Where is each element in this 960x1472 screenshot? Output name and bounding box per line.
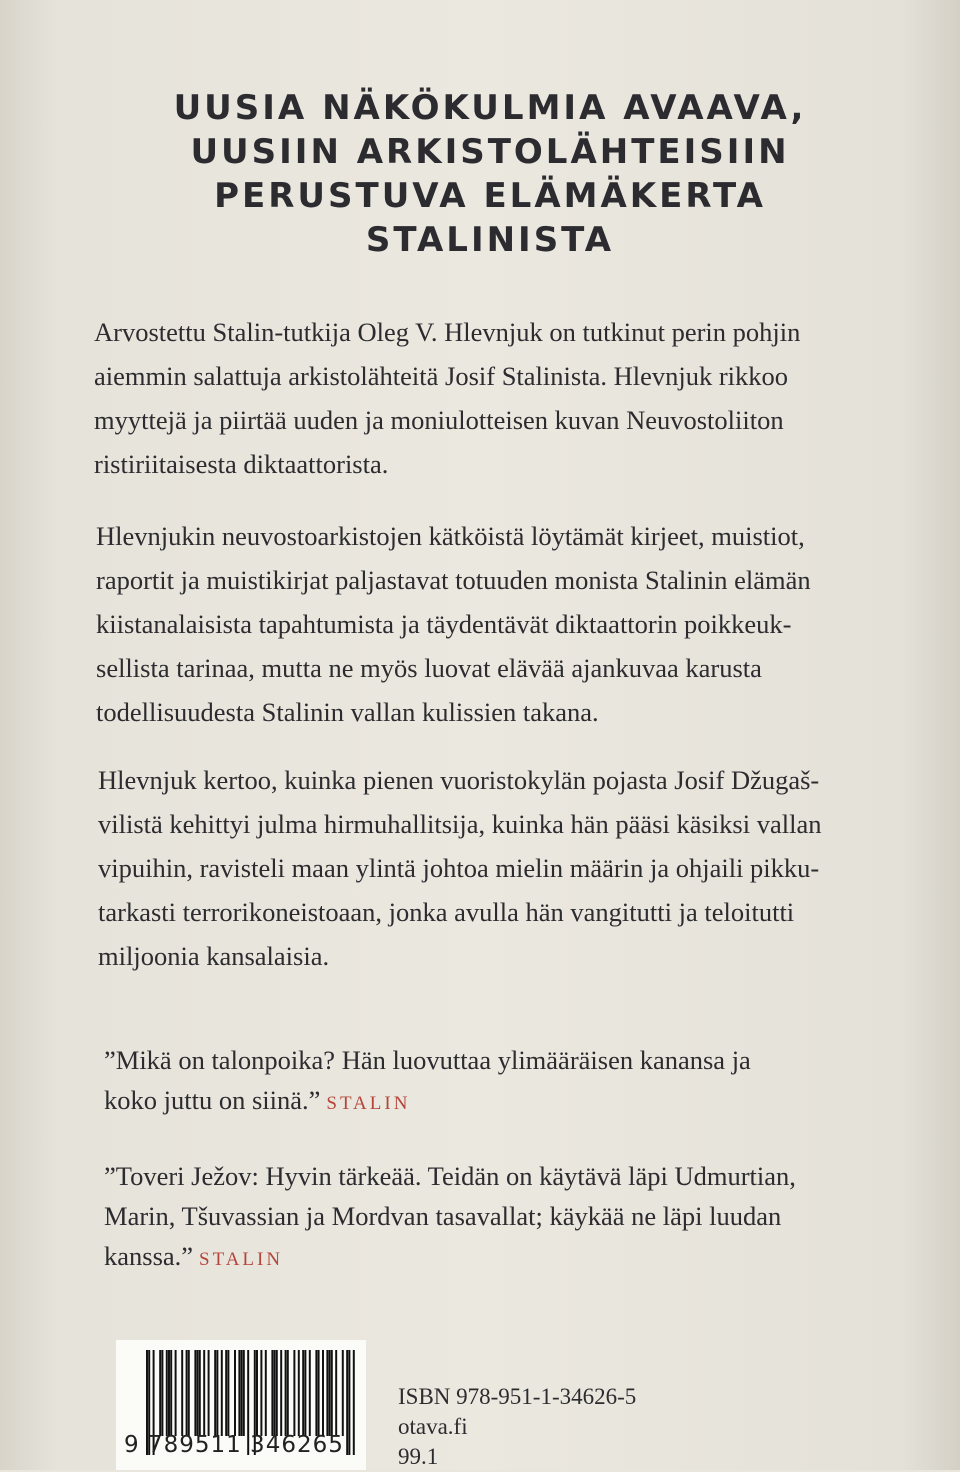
barcode-bar — [298, 1350, 300, 1436]
barcode-bar — [197, 1350, 199, 1436]
barcode-bar — [322, 1350, 324, 1436]
text-line: myyttejä ja piirtää uuden ja moniulotteisen kuvan Neuvostoliiton — [94, 405, 784, 435]
barcode-bar — [256, 1350, 258, 1436]
barcode-bar — [243, 1350, 245, 1436]
barcode-bar — [326, 1350, 328, 1436]
barcode-bar — [293, 1350, 295, 1436]
blurb-paragraph-2 — [96, 514, 896, 734]
barcode-bar — [285, 1350, 287, 1436]
quote-attribution: STALIN — [199, 1249, 284, 1270]
barcode-bar — [221, 1350, 223, 1436]
text-line: sellista tarinaa, mutta ne myös luovat elävää ajankuvaa karusta — [96, 653, 762, 683]
barcode-bar — [186, 1350, 188, 1436]
barcode-bar — [280, 1350, 282, 1436]
barcode-bar — [260, 1350, 262, 1436]
text-line: raportit ja muistikirjat paljastavat totuuden monista Stalinin elämän — [96, 565, 811, 595]
barcode-bar — [302, 1350, 304, 1436]
barcode-bar — [276, 1350, 278, 1436]
barcode-bar — [166, 1350, 168, 1436]
barcode-bar — [168, 1350, 170, 1436]
quote-line: koko juttu on siinä.” — [104, 1085, 321, 1115]
text-line: kiistanalaisista tapahtumista ja täydentävät diktaattorin poikkeuk- — [96, 609, 792, 639]
quote-2 — [104, 1156, 864, 1280]
quote-line-with-attribution — [104, 1236, 864, 1280]
barcode-bar — [304, 1350, 306, 1436]
quote-line: ”Toveri Ježov: Hyvin tärkeää. Teidän on käytävä läpi Udmurtian, — [104, 1161, 796, 1191]
barcode-bar — [274, 1350, 276, 1436]
text-line: miljoonia kansalaisia. — [98, 941, 330, 971]
barcode-bar — [241, 1350, 243, 1436]
blurb-paragraph-3 — [98, 758, 898, 978]
text-line: Hlevnjukin neuvostoarkistojen kätköistä löytämät kirjeet, muistiot, — [96, 521, 805, 551]
headline-line: PERUSTUVA ELÄMÄKERTA — [214, 176, 766, 216]
barcode-bar — [329, 1350, 331, 1436]
isbn-text: ISBN 978-951-1-34626-5 — [398, 1384, 637, 1409]
headline-line: UUSIA NÄKÖKULMIA AVAAVA, — [173, 88, 807, 128]
barcode-bar — [348, 1350, 350, 1455]
cover-headline — [90, 86, 890, 262]
quote-attribution: STALIN — [326, 1093, 411, 1114]
barcode-bar — [159, 1350, 161, 1436]
barcode-bar — [175, 1350, 177, 1436]
barcode-digits: 9 789511 346265 — [124, 1432, 344, 1458]
barcode-bar — [331, 1350, 333, 1436]
barcode-bar — [287, 1350, 289, 1436]
isbn-barcode — [116, 1340, 366, 1470]
barcode-bar — [346, 1350, 348, 1455]
text-line: Arvostettu Stalin-tutkija Oleg V. Hlevnjuk on tutkinut perin pohjin — [94, 317, 801, 347]
publisher-info — [398, 1382, 636, 1472]
quote-line: ”Mikä on talonpoika? Hän luovuttaa ylimääräisen kanansa ja — [104, 1045, 751, 1075]
barcode-bar — [353, 1350, 355, 1455]
barcode-bar — [208, 1350, 210, 1436]
quote-line: kanssa.” — [104, 1241, 194, 1271]
barcode-bar — [309, 1350, 311, 1436]
barcode-bar — [199, 1350, 201, 1436]
headline-line: STALINISTA — [365, 220, 615, 260]
barcode-bar — [161, 1350, 163, 1436]
headline-line: UUSIIN ARKISTOLÄHTEISIIN — [190, 132, 790, 172]
text-line: todellisuudesta Stalinin vallan kulissien takana. — [96, 697, 599, 727]
text-line: aiemmin salattuja arkistolähteitä Josif Stalinista. Hlevnjuk rikkoo — [94, 361, 789, 391]
barcode-bar — [342, 1350, 344, 1436]
quote-line: Marin, Tšuvassian ja Mordvan tasavallat; käykää ne läpi luudan — [104, 1201, 782, 1231]
quote-line-with-attribution — [104, 1080, 864, 1124]
text-line: vilistä kehittyi julma hirmuhallitsija, kuinka hän pääsi käsiksi vallan — [98, 809, 822, 839]
barcode-bar — [315, 1350, 317, 1436]
text-line: tarkasti terrorikoneistoaan, jonka avulla hän vangitutti ja teloitutti — [98, 897, 795, 927]
blurb-paragraph-1 — [94, 310, 894, 486]
barcode-bar — [181, 1350, 183, 1436]
text-line: vipuihin, ravisteli maan ylintä johtoa mielin määrin ja ohjaili pikku- — [98, 853, 820, 883]
classification-code: 99.1 — [398, 1444, 439, 1469]
barcode-bar — [271, 1350, 273, 1436]
barcode-bar — [188, 1350, 190, 1436]
barcode-bar — [238, 1350, 240, 1436]
barcode-bar — [214, 1350, 216, 1436]
barcode-bar — [170, 1350, 172, 1436]
barcode-bar — [225, 1350, 227, 1436]
publisher-website: otava.fi — [398, 1414, 468, 1439]
barcode-bar — [234, 1350, 236, 1436]
barcode-bar — [265, 1350, 267, 1436]
text-line: Hlevnjuk kertoo, kuinka pienen vuoristokylän pojasta Josif Džugaš- — [98, 765, 820, 795]
text-line: ristiriitaisesta diktaattorista. — [94, 449, 389, 479]
barcode-bar — [335, 1350, 337, 1436]
barcode-bar — [216, 1350, 218, 1436]
barcode-bar — [203, 1350, 205, 1436]
quote-1 — [104, 1040, 864, 1124]
barcode-bar — [194, 1350, 196, 1436]
barcode-bar — [227, 1350, 229, 1436]
barcode-bar — [318, 1350, 320, 1436]
